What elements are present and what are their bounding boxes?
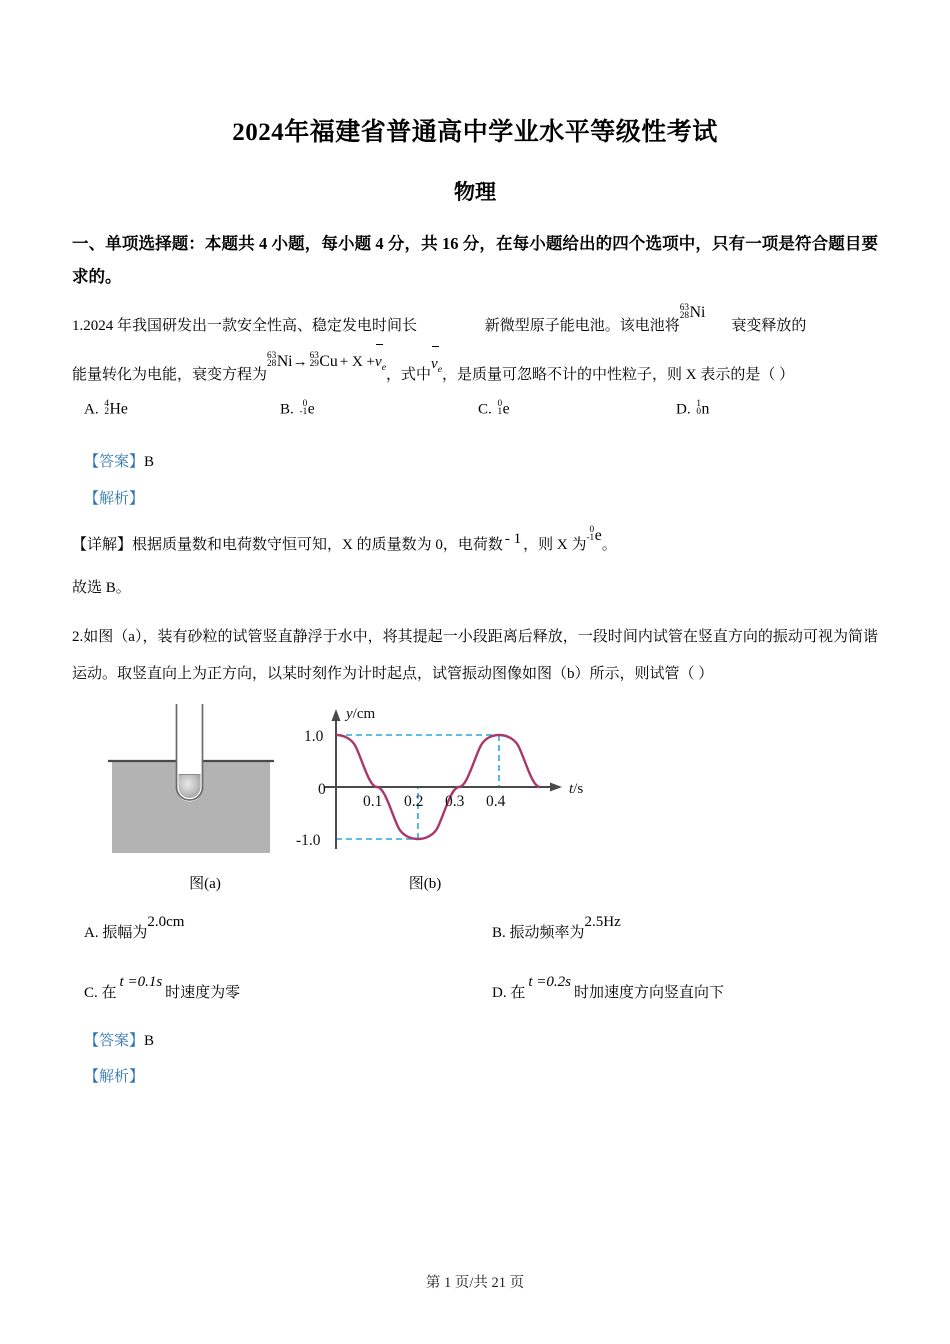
question-2-options-row-1 bbox=[72, 915, 878, 953]
x-axis-arrow bbox=[550, 782, 562, 791]
q1-option-d[interactable]: D. 1 0 n bbox=[676, 399, 710, 418]
page-footer: 第 1 页/共 21 页 bbox=[425, 1275, 525, 1291]
q1-detail-charge: - 1 bbox=[504, 530, 522, 547]
q1-option-a-label: A. bbox=[84, 401, 99, 418]
q2-option-d-text-before: 在 bbox=[510, 984, 526, 1001]
equation-arrow: → bbox=[292, 353, 308, 370]
x-tick-02: 0.2 bbox=[404, 792, 424, 810]
question-2-figures bbox=[72, 699, 878, 899]
nuclide-ni-63: 63 28 Ni bbox=[679, 302, 706, 322]
q1-conclusion: 故选 B。 bbox=[72, 580, 131, 597]
question-1-stem bbox=[72, 293, 878, 346]
q1-analysis-tag: 【解析】 bbox=[84, 491, 145, 508]
q2-option-b-value: 2.5Hz bbox=[584, 913, 621, 930]
q2-option-a[interactable] bbox=[84, 915, 184, 952]
q1-detail-tag: 【详解】 bbox=[72, 536, 133, 553]
q2-option-d-text-after: 时加速度方向竖直向下 bbox=[574, 984, 725, 1001]
figure-b-svg bbox=[294, 699, 604, 864]
q2-answer-value: B bbox=[144, 1032, 155, 1049]
q2-number: 2. bbox=[72, 629, 84, 646]
y-axis-arrow bbox=[332, 709, 341, 721]
sand-in-tube bbox=[179, 775, 201, 798]
q2-option-c-text-after: 时速度为零 bbox=[165, 984, 241, 1001]
q2-option-c-value: t =0.1s bbox=[119, 973, 163, 990]
q1-detail-line bbox=[72, 518, 878, 565]
figure-b-caption: 图(b) bbox=[408, 875, 442, 892]
q1-option-b[interactable]: B. 0 -1 e bbox=[280, 399, 315, 418]
q1-option-b-label: B. bbox=[280, 401, 294, 418]
q1-detail-text2: ，则 X 为 bbox=[523, 536, 587, 553]
y-tick-neg1: -1.0 bbox=[296, 831, 321, 849]
equation-products: + X + bbox=[339, 353, 376, 370]
decay-equation: 63 28 Ni→ 63 29 Cu + X + $\nu_e$ bbox=[267, 343, 386, 382]
q1-analysis-line bbox=[72, 481, 878, 518]
q2-answer-tag: 【答案】 bbox=[84, 1032, 145, 1049]
q1-detail-nuclide: 0 -1 e bbox=[586, 525, 602, 544]
question-2-options-row-2 bbox=[72, 975, 878, 1013]
section-instruction: 一、单项选择题：本题共 4 小题，每小题 4 分，共 16 分，在每小题给出的四个选项中，只有一项是符合题目要求的。 bbox=[72, 234, 878, 287]
figure-a-testtube bbox=[100, 699, 310, 893]
x-tick-03: 0.3 bbox=[445, 792, 465, 810]
q2-answer-line bbox=[72, 1023, 878, 1060]
question-2-stem bbox=[72, 607, 878, 693]
q1-answer-line bbox=[72, 444, 878, 481]
q1-text-part4: 能量转化为电能，衰变方程为 bbox=[72, 366, 268, 383]
q1-text-part6: ，是质量可忽略不计的中性粒子，则 X 表示的是（ ） bbox=[442, 366, 795, 383]
q1-text-part5: ，式中 bbox=[386, 366, 432, 383]
q2-option-c-text-before: 在 bbox=[101, 984, 117, 1001]
q1-option-d-label: D. bbox=[676, 401, 691, 418]
q1-text-part1: 2024 年我国研发出一款安全性高、稳定发电时间长 bbox=[83, 318, 418, 335]
q1-text-part2: 新微型原子能电池。该电池将 bbox=[484, 318, 680, 335]
q2-option-c-label: C. bbox=[84, 984, 98, 1001]
q2-option-d[interactable] bbox=[492, 975, 724, 1012]
q1-option-c[interactable]: C. 0 1 e bbox=[478, 399, 510, 418]
x-tick-04: 0.4 bbox=[486, 792, 506, 810]
antineutrino-symbol-2: $\nu_e$ bbox=[431, 346, 442, 383]
y-tick-1: 1.0 bbox=[304, 727, 324, 745]
q2-analysis-tag: 【解析】 bbox=[84, 1069, 145, 1086]
subject-title: 物理 bbox=[454, 180, 496, 204]
figure-b-graph bbox=[294, 699, 604, 893]
q1-detail-text1: 根据质量数和电荷数守恒可知，X 的质量数为 0，电荷数 bbox=[132, 536, 503, 553]
q2-option-c[interactable] bbox=[84, 975, 240, 1012]
q1-answer-value: B bbox=[144, 454, 155, 471]
q2-option-a-text: 振幅为 bbox=[102, 924, 148, 941]
q2-option-d-label: D. bbox=[492, 984, 507, 1001]
x-axis-label: t/s bbox=[569, 780, 584, 797]
q1-answer-tag: 【答案】 bbox=[84, 454, 145, 471]
figure-a-caption: 图(a) bbox=[189, 875, 221, 892]
y-axis-label: y/cm bbox=[346, 705, 376, 722]
q1-text-part3: 衰变释放的 bbox=[731, 318, 807, 335]
q2-option-b-text: 振动频率为 bbox=[509, 924, 585, 941]
question-1-equation-line bbox=[72, 346, 878, 395]
q1-detail-text3: 。 bbox=[601, 536, 617, 553]
q1-option-a[interactable]: A. 4 2 He bbox=[84, 399, 128, 418]
q2-option-b[interactable] bbox=[492, 915, 621, 952]
antineutrino-symbol: $\nu_e$ bbox=[375, 344, 386, 381]
q1-number: 1. bbox=[72, 318, 84, 335]
page-title: 2024年福建省普通高中学业水平等级性考试 bbox=[232, 119, 718, 146]
x-tick-01: 0.1 bbox=[363, 792, 383, 810]
q2-text: 如图（a），装有砂粒的试管竖直静浮于水中，将其提起一小段距离后释放，一段时间内试管在竖直方向的振动可视为简谐运动。取竖直向上为正方向，以某时刻作为计时起点，试管振动图像如图（b）所示，则试管（ ） bbox=[72, 629, 878, 682]
y-tick-origin: 0 bbox=[318, 780, 326, 798]
q2-option-a-value: 2.0cm bbox=[147, 913, 185, 930]
figure-a-svg bbox=[100, 699, 310, 864]
q2-option-a-label: A. bbox=[84, 924, 99, 941]
q2-analysis-line bbox=[72, 1059, 878, 1096]
q2-option-d-value: t =0.2s bbox=[528, 973, 571, 990]
q1-option-c-label: C. bbox=[478, 401, 492, 418]
q2-option-b-label: B. bbox=[492, 924, 506, 941]
question-1-options bbox=[72, 400, 878, 444]
